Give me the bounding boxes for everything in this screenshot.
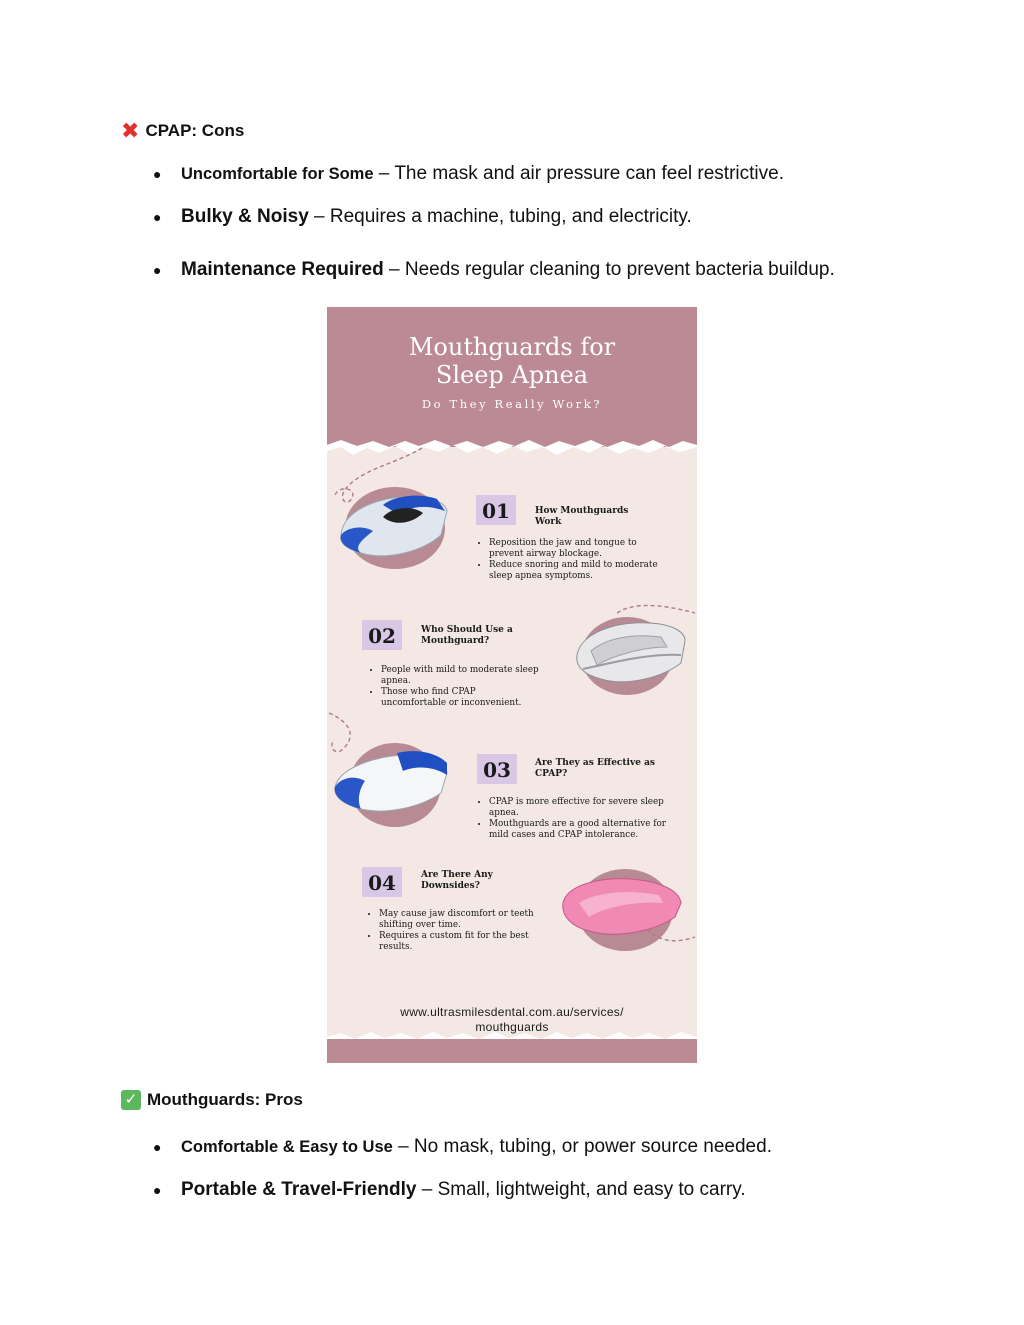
list-item: • People with mild to moderate sleep apnea. bbox=[381, 665, 541, 687]
card-2-title: Who Should Use a Mouthguard? bbox=[421, 625, 513, 646]
list-item bbox=[153, 163, 784, 185]
bullet-icon: ● bbox=[153, 209, 162, 225]
card-2-number: 02 bbox=[362, 620, 402, 650]
item-text: – Needs regular cleaning to prevent bacteria buildup. bbox=[383, 259, 835, 280]
card-1-title: How Mouthguards Work bbox=[535, 506, 629, 527]
card-4-title: Are There Any Downsides? bbox=[421, 870, 493, 891]
item-bold: Maintenance Required bbox=[181, 259, 384, 280]
check-mark-icon: ✓ bbox=[121, 1090, 141, 1110]
list-item: • Reposition the jaw and tongue to prevent airway blockage. bbox=[489, 538, 669, 560]
bullet-icon: ● bbox=[153, 1139, 162, 1155]
pros-heading-text: Mouthguards: Pros bbox=[147, 1090, 303, 1109]
pros-heading bbox=[121, 1090, 303, 1110]
item-bold: Portable & Travel-Friendly bbox=[181, 1179, 417, 1200]
list-item bbox=[153, 1136, 772, 1158]
card-3-list bbox=[477, 797, 669, 841]
card-3-title: Are They as Effective as CPAP? bbox=[535, 758, 655, 779]
infographic-url-line2: mouthguards bbox=[475, 1020, 549, 1034]
infographic-url-line1: www.ultrasmilesdental.com.au/services/ bbox=[400, 1005, 624, 1019]
infographic-footer bbox=[327, 1039, 697, 1063]
card-3-number: 03 bbox=[477, 754, 517, 784]
infographic-title-line1: Mouthguards for bbox=[408, 333, 616, 361]
bullet-icon: ● bbox=[153, 166, 162, 182]
list-item: • CPAP is more effective for severe sleep apnea. bbox=[489, 797, 669, 819]
item-text: – Requires a machine, tubing, and electricity. bbox=[308, 206, 692, 227]
infographic-subtitle: Do They Really Work? bbox=[421, 397, 603, 411]
mouthguard-image-3 bbox=[331, 747, 451, 821]
bullet-icon: ● bbox=[153, 1182, 162, 1198]
cross-mark-icon: ✖ bbox=[121, 118, 140, 143]
card-1-list bbox=[477, 538, 669, 582]
mouthguards-infographic bbox=[327, 307, 697, 1063]
mouthguard-image-4 bbox=[559, 873, 685, 943]
card-4-number: 04 bbox=[362, 867, 402, 897]
bullet-icon: ● bbox=[153, 262, 162, 278]
item-text: – Small, lightweight, and easy to carry. bbox=[416, 1179, 746, 1200]
item-text: – No mask, tubing, or power source needed. bbox=[392, 1136, 772, 1157]
item-bold: Comfortable & Easy to Use bbox=[181, 1138, 393, 1156]
card-2-list bbox=[369, 665, 541, 709]
list-item bbox=[153, 259, 835, 281]
card-1-number: 01 bbox=[476, 495, 516, 525]
infographic-title-line2: Sleep Apnea bbox=[435, 361, 589, 389]
mouthguard-image-2 bbox=[571, 611, 691, 691]
item-bold: Uncomfortable for Some bbox=[181, 165, 374, 183]
cons-heading-text: CPAP: Cons bbox=[145, 121, 245, 140]
item-text: – The mask and air pressure can feel restrictive. bbox=[373, 163, 784, 184]
list-item: • May cause jaw discomfort or teeth shifting over time. bbox=[379, 909, 539, 931]
list-item bbox=[153, 1179, 746, 1201]
list-item: • Mouthguards are a good alternative for mild cases and CPAP intolerance. bbox=[489, 819, 669, 841]
card-4-list bbox=[367, 909, 539, 953]
item-bold: Bulky & Noisy bbox=[181, 206, 309, 227]
list-item: • Requires a custom fit for the best results. bbox=[379, 931, 539, 953]
list-item: • Reduce snoring and mild to moderate sleep apnea symptoms. bbox=[489, 560, 669, 582]
cons-heading bbox=[121, 120, 244, 142]
list-item bbox=[153, 206, 692, 228]
list-item: • Those who find CPAP uncomfortable or inconvenient. bbox=[381, 687, 541, 709]
mouthguard-image-1 bbox=[333, 487, 451, 567]
